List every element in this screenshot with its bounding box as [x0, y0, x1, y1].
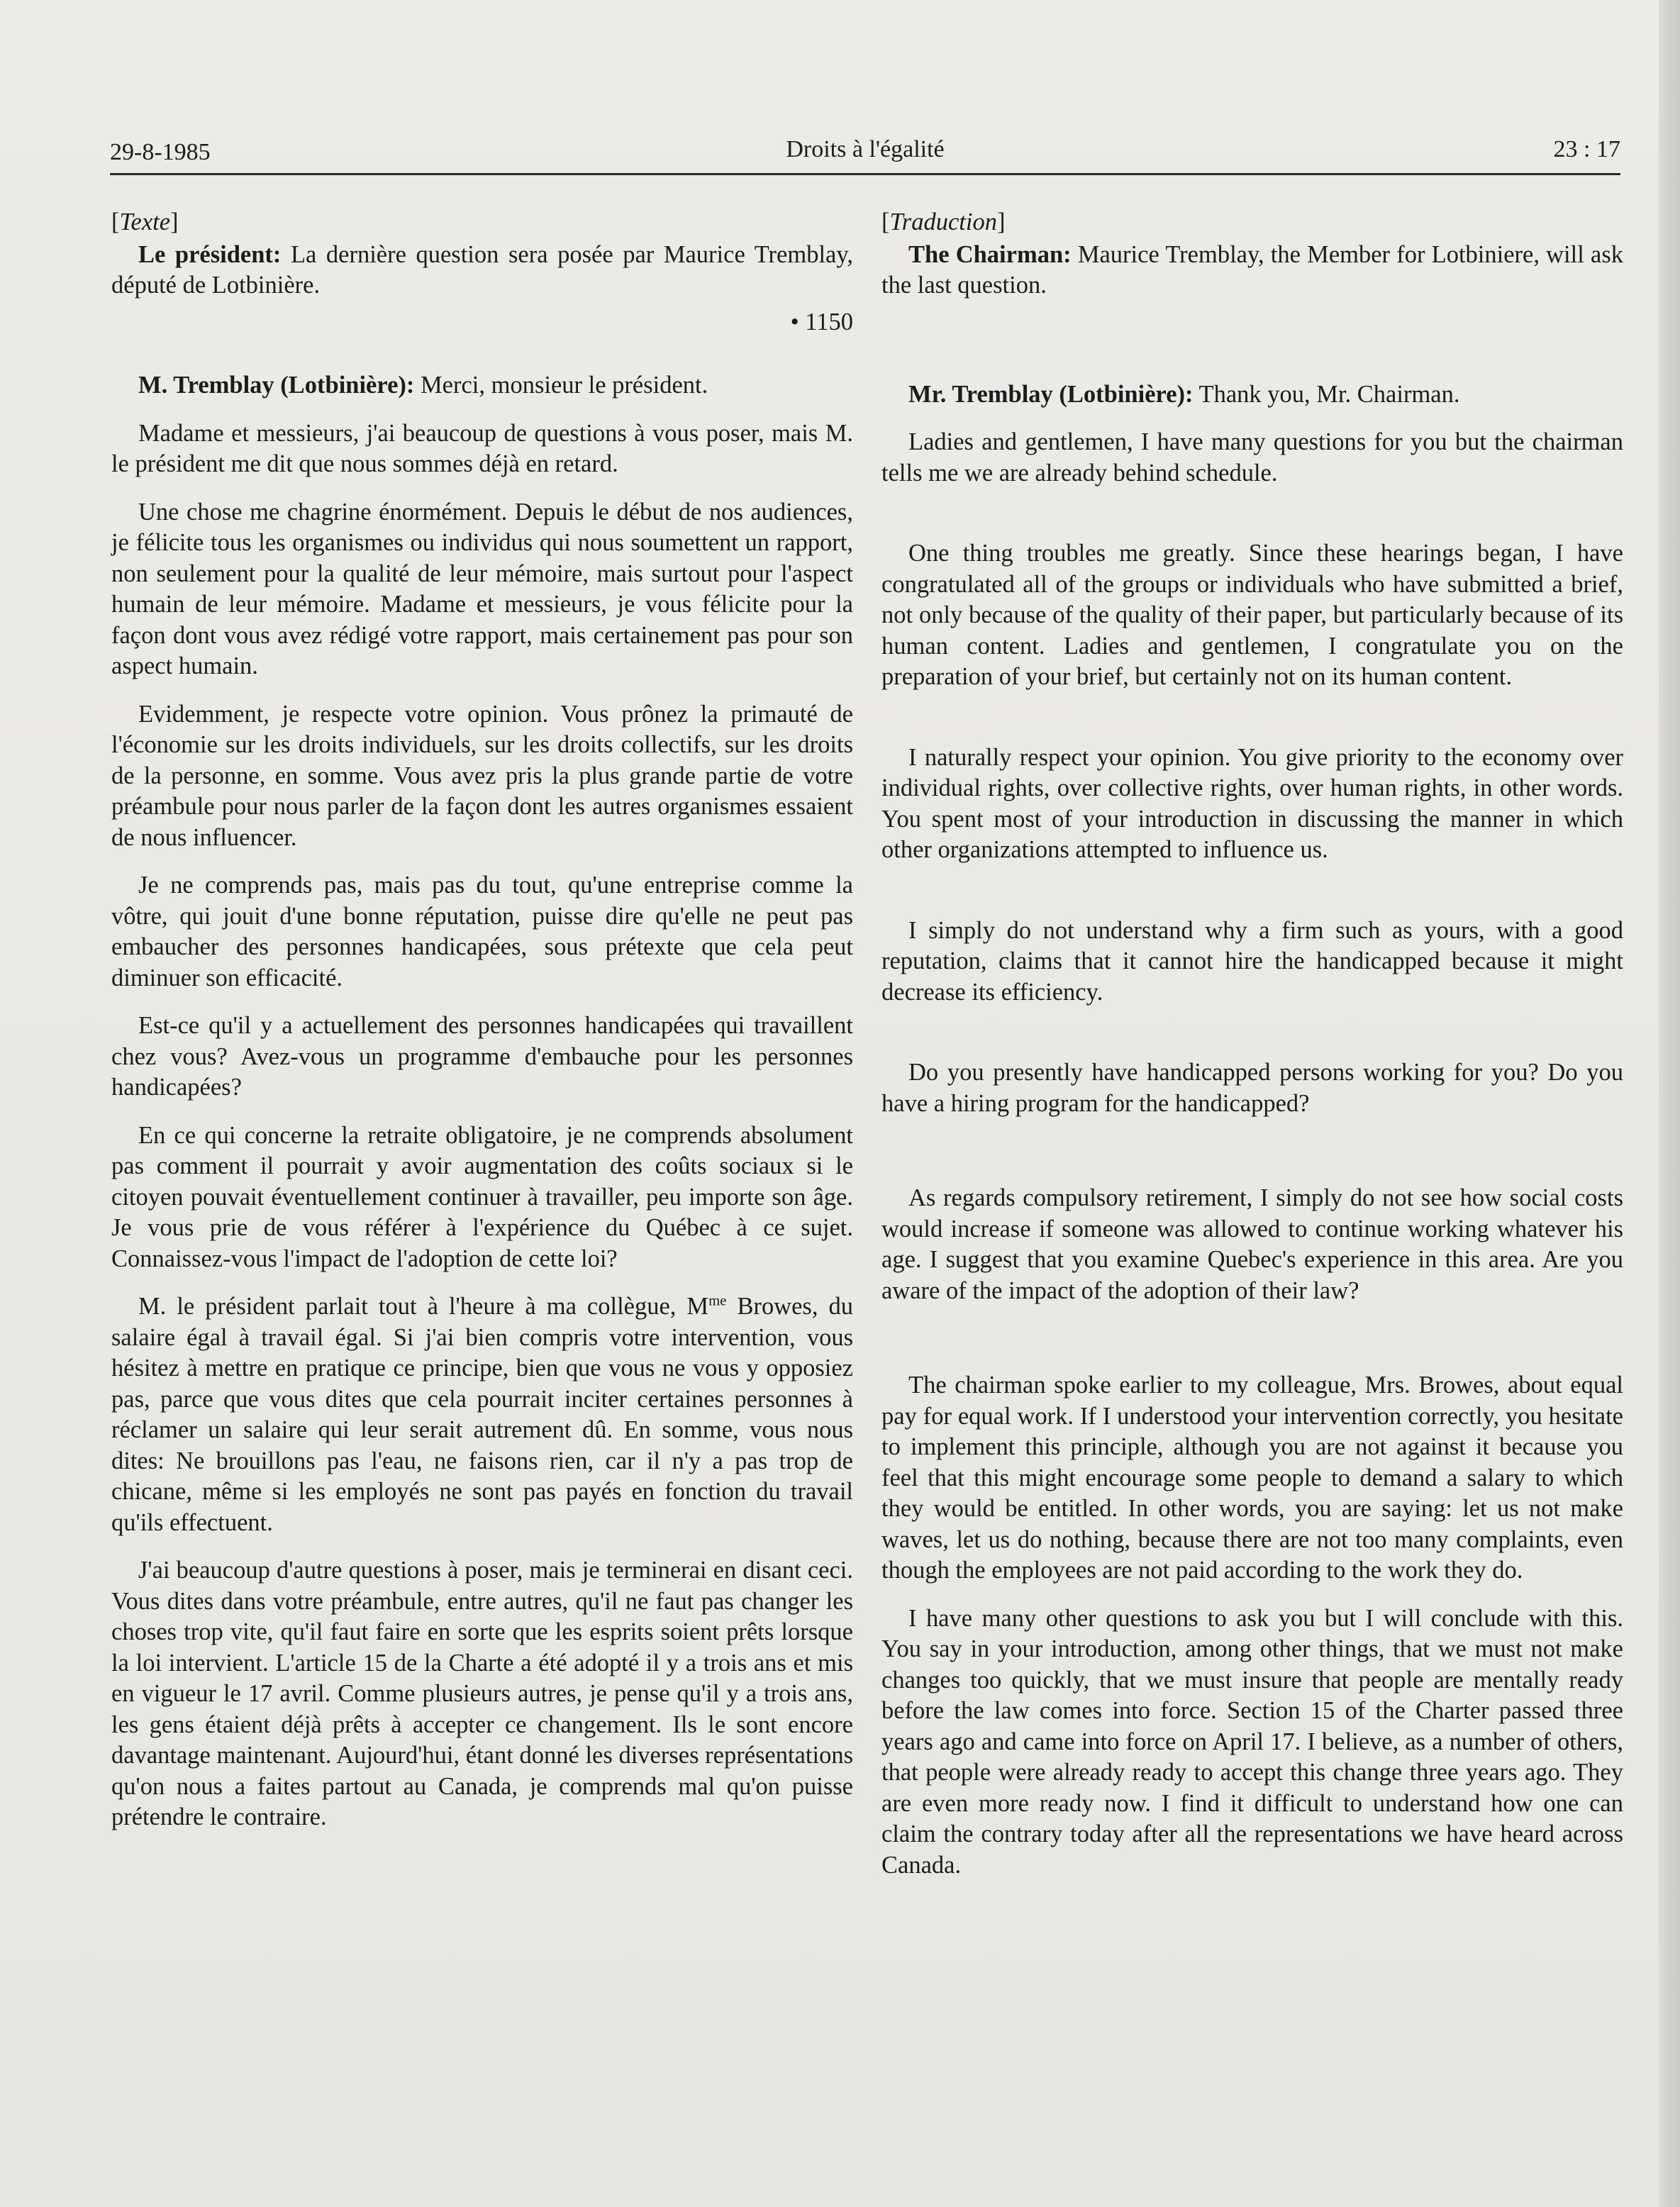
french-paragraph-8: En ce qui concerne la retraite obligatoire, je ne comprends absolument pas comment il pourrait y avoir augmentation des coûts sociaux si le citoyen pouvait éventuellement continuer à travailler, peu importe son âge. Je vous prie de vous référer à l'expérience du Québec à ce sujet. Connaissez-vous l'impact de l'adoption de cette loi?: [111, 1121, 853, 1272]
french-paragraph-3: Madame et messieurs, j'ai beaucoup de questions à vous poser, mais M. le président me dit que nous sommes déjà en retard.: [111, 419, 853, 477]
speaker-name: Mr. Tremblay (Lotbinière):: [908, 380, 1194, 408]
french-paragraph-6: Je ne comprends pas, mais pas du tout, qu'une entreprise comme la vôtre, qui jouit d'une bonne réputation, puisse dire qu'elle ne peut pas embaucher des personnes handicapées, sous prétexte que cela peut diminuer son efficacité.: [111, 872, 853, 991]
english-paragraph-3: Ladies and gentlemen, I have many questions for you but the chairman tells me we are already behind schedule.: [881, 428, 1623, 487]
english-paragraph-4: One thing troubles me greatly. Since these hearings began, I have congratulated all of the groups or individuals who have submitted a brief, not only because of the quality of their paper, but particularly because of its human content. Ladies and gentlemen, I congratulate you on the preparation of your brief, but certainly not on its human content.: [881, 540, 1623, 690]
header-rule: [110, 173, 1620, 175]
header-page-number: 23 : 17: [1553, 136, 1620, 162]
french-paragraph-4: Une chose me chagrine énormément. Depuis le début de nos audiences, je félicite tous les organismes ou individus qui nous soumettent un rapport, non seulement pour la qualité de leur mémoire, mais surtout pour l'aspect humain de leur mémoire. Madame et messieurs, je vous félicite pour la façon dont vous avez rédigé votre rapport, mais certainement pas pour son aspect humain.: [111, 498, 853, 679]
french-paragraph-2: M. Tremblay (Lotbinière): Merci, monsieur le président.: [138, 372, 708, 399]
english-paragraph-9: The chairman spoke earlier to my colleague, Mrs. Browes, about equal pay for equal work. If I understood your intervention correctly, you hesitate to implement this principle, although you are not against it because you feel that this might encourage some people to demand a salary to which they would be entitled. In other words, you are saying: let us not make waves, let us do nothing, because there are not too many complaints, even though the employees are not paid according to the work they do.: [881, 1372, 1623, 1584]
speaker-name: The Chairman:: [908, 240, 1072, 268]
french-paragraph-9: M. le président parlait tout à l'heure à ma collègue, $M^{me}$ Browes, du salaire égal à travail égal. Si j'ai bien compris votre intervention, vous hésitez à mettre en pratique ce principe, bien que vous ne vous y opposiez pas, parce que vous dites que cela pourrait inciter certaines personnes à réclamer un salaire qui leur serait autrement dû. En somme, vous nous dites: Ne brouillons pas l'eau, ne faisons rien, car il n'y a pas trop de chicane, même si les employés ne sont pas payés en fonction du travail qu'ils effectuent.: [111, 1293, 853, 1536]
english-paragraph-2: Mr. Tremblay (Lotbinière): Thank you, Mr. Chairman.: [908, 380, 1460, 408]
french-paragraph-5: Evidemment, je respecte votre opinion. Vous prônez la primauté de l'économie sur les droits individuels, sur les droits collectifs, sur les droits de la personne, en somme. Vous avez pris la plus grande partie de votre préambule pour nous parler de la façon dont les autres organismes essaient de nous influencer.: [111, 700, 853, 851]
header-date: 29-8-1985: [110, 139, 211, 165]
english-paragraph-10: I have many other questions to ask you but I will conclude with this. You say in your introduction, among other things, that we must not make changes too quickly, that we must insure that people are mentally ready before the law comes into force. Section 15 of the Charter passed three years ago and came into force on April 17. I believe, as a number of others, that people were already ready to accept this change three years ago. They are even more ready now. I find it difficult to understand how one can claim the contrary today after all the representations we have heard across Canada.: [881, 1604, 1623, 1879]
english-paragraph-8: As regards compulsory retirement, I simply do not see how social costs would increase if someone was allowed to continue working whatever his age. I suggest that you examine Quebec's experience in this area. Are you aware of the impact of the adoption of their law?: [881, 1184, 1623, 1304]
french-paragraph-1: Le président: La dernière question sera posée par Maurice Tremblay, député de Lotbinière.: [111, 240, 853, 299]
speaker-name: Le président:: [138, 240, 282, 268]
speaker-name: M. Tremblay (Lotbinière):: [138, 372, 415, 399]
french-paragraph-10: J'ai beaucoup d'autre questions à poser, mais je terminerai en disant ceci. Vous dites dans votre préambule, entre autres, qu'il ne faut pas changer les choses trop vite, qu'il faut faire en sorte que les esprits soient prêts lorsque la loi intervient. L'article 15 de la Charte a été adopté il y a trois ans et mis en vigueur le 17 avril. Comme plusieurs autres, je pense qu'il y a trois ans, les gens étaient déjà prêts à accepter ce changement. Ils le sont encore davantage maintenant. Aujourd'hui, étant donné les diverses représentations qu'on nous a faites partout au Canada, je comprends mal qu'on puisse prétendre le contraire.: [111, 1557, 853, 1830]
english-paragraph-6: I simply do not understand why a firm such as yours, with a good reputation, claims that it cannot hire the handicapped because it might decrease its efficiency.: [881, 916, 1623, 1006]
page-header: [110, 133, 1620, 176]
english-paragraph-5: I naturally respect your opinion. You give priority to the economy over individual rights, over collective rights, over human rights, in other words. You spent most of your introduction in discussing the manner in which other organizations attempted to influence us.: [881, 743, 1623, 863]
english-paragraph-7: Do you presently have handicapped persons working for you? Do you have a hiring program for the handicapped?: [881, 1059, 1623, 1117]
french-paragraph-7: Est-ce qu'il y a actuellement des personnes handicapées qui travaillent chez vous? Avez-vous un programme d'embauche pour les personnes handicapées?: [111, 1012, 853, 1101]
text-tag: [Texte]: [111, 209, 179, 235]
french-column: [111, 207, 853, 1833]
page-edge: [1659, 0, 1680, 2207]
english-column: [881, 207, 1623, 1881]
header-title: Droits à l'égalité: [786, 136, 945, 162]
english-paragraph-1: The Chairman: Maurice Tremblay, the Member for Lotbiniere, will ask the last question.: [881, 240, 1623, 299]
translation-tag: [Traduction]: [881, 209, 1006, 235]
time-marker: • 1150: [790, 308, 853, 335]
